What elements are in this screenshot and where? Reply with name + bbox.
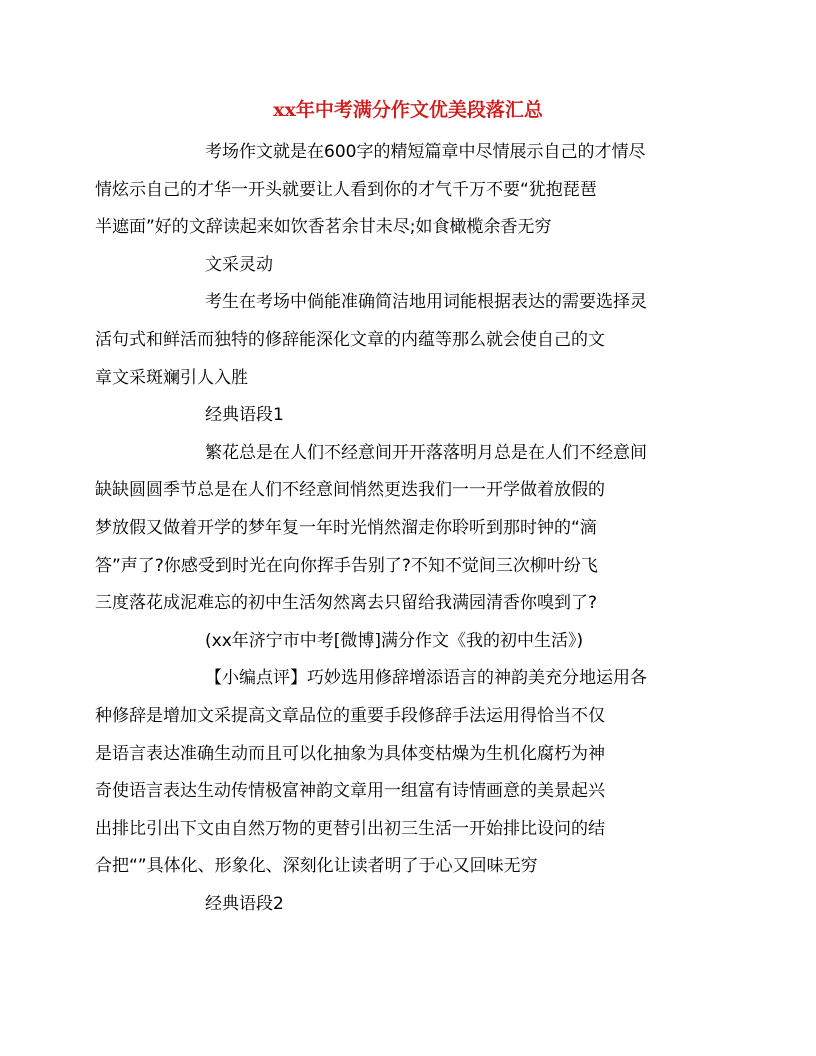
text-line: 是语言表达准确生动而且可以化抽象为具体变枯燥为生机化腐朽为神 bbox=[95, 743, 605, 764]
paragraph bbox=[150, 397, 698, 435]
text-line: 缺缺圆圆季节总是在人们不经意间悄然更迭我们一一开学做着放假的 bbox=[95, 480, 605, 501]
text-line: 情炫示自己的才华一开头就要让人看到你的才气千万不要“犹抱琵琶 bbox=[95, 179, 597, 200]
text-line: 考场作文就是在600字的精短篇章中尽情展示自己的才情尽 bbox=[205, 142, 646, 162]
paragraph bbox=[95, 284, 698, 397]
text-line: 【小编点评】巧妙选用修辞增添语言的神韵美充分地运用各 bbox=[205, 668, 647, 689]
text-line: 梦放假又做着开学的梦年复一年时光悄然溜走你聆听到那时钟的“滴 bbox=[95, 517, 597, 538]
paragraph bbox=[150, 623, 698, 661]
text-line: 答”声了?你感受到时光在向你挥手告别了?不知不觉间三次柳叶纷飞 bbox=[95, 555, 598, 576]
text-line: 章文采斑斓引人入胜 bbox=[95, 367, 248, 388]
text-line: (xx年济宁市中考[微博]满分作文《我的初中生活》) bbox=[205, 630, 584, 651]
paragraph bbox=[150, 247, 698, 285]
paragraph bbox=[95, 660, 698, 886]
text-line: 种修辞是增加文采提高文章品位的重要手段修辞手法运用得恰当不仅 bbox=[95, 705, 605, 726]
text-line: 经典语段2 bbox=[205, 893, 284, 914]
text-line: 文采灵动 bbox=[205, 254, 273, 275]
text-line: 三度落花成泥难忘的初中生活匆然离去只留给我满园清香你嗅到了? bbox=[95, 593, 598, 614]
text-line: 考生在考场中倘能准确简洁地用词能根据表达的需要选择灵 bbox=[205, 292, 647, 313]
paragraph bbox=[150, 886, 698, 924]
text-line: 繁花总是在人们不经意间开开落落明月总是在人们不经意间 bbox=[205, 442, 647, 463]
text-line: 经典语段1 bbox=[205, 405, 284, 426]
text-line: 合把“”具体化、形象化、深刻化让读者明了于心又回味无穷 bbox=[95, 856, 538, 877]
text-line: 活句式和鲜活而独特的修辞能深化文章的内蕴等那么就会使自己的文 bbox=[95, 329, 605, 350]
document-body bbox=[95, 134, 698, 923]
text-line: 半遮面”好的文辞读起来如饮香茗余甘未尽;如食橄榄余香无穷 bbox=[95, 217, 552, 238]
paragraph bbox=[95, 435, 698, 623]
paragraph bbox=[95, 134, 698, 247]
page-title: xx年中考满分作文优美段落汇总 bbox=[273, 99, 543, 121]
text-line: 出排比引出下文由自然万物的更替引出初三生活一开始排比设问的结 bbox=[95, 818, 605, 839]
text-line: 奇使语言表达生动传情极富神韵文章用一组富有诗情画意的美景起兴 bbox=[95, 781, 605, 802]
